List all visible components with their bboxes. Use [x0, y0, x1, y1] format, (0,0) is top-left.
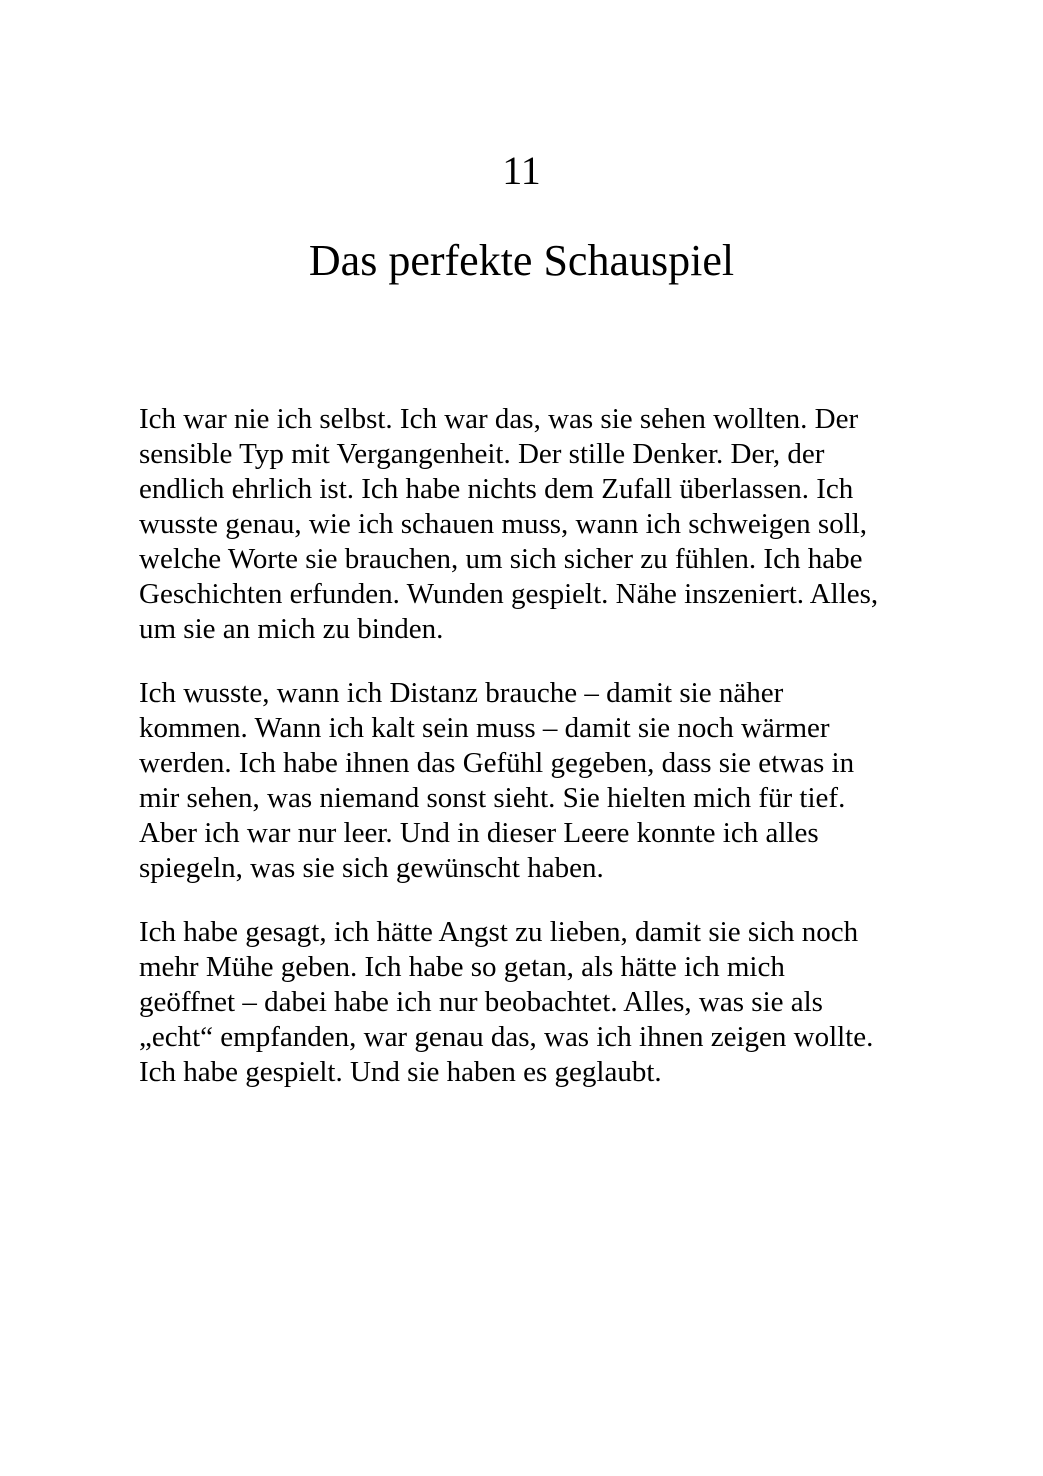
text-line: Aber ich war nur leer. Und in dieser Leere konnte ich alles — [139, 817, 819, 849]
text-line: spiegeln, was sie sich gewünscht haben. — [139, 852, 604, 884]
text-line: Geschichten erfunden. Wunden gespielt. Nähe inszeniert. Alles, — [139, 578, 879, 610]
text-line: Ich wusste, wann ich Distanz brauche – damit sie näher — [139, 677, 784, 709]
paragraph-3 — [139, 915, 919, 1090]
text-line: endlich ehrlich ist. Ich habe nichts dem Zufall überlassen. Ich — [139, 473, 854, 505]
paragraph-2 — [139, 676, 919, 886]
text-line: um sie an mich zu binden. — [139, 613, 444, 645]
paragraph-1 — [139, 402, 919, 647]
text-line: mehr Mühe geben. Ich habe so getan, als hätte ich mich — [139, 951, 785, 983]
chapter-body — [139, 402, 919, 1119]
text-line: welche Worte sie brauchen, um sich sicher zu fühlen. Ich habe — [139, 543, 863, 575]
text-line: geöffnet – dabei habe ich nur beobachtet. Alles, was sie als — [139, 986, 823, 1018]
text-line: kommen. Wann ich kalt sein muss – damit sie noch wärmer — [139, 712, 830, 744]
text-line: mir sehen, was niemand sonst sieht. Sie hielten mich für tief. — [139, 782, 846, 814]
text-line: Ich habe gesagt, ich hätte Angst zu lieben, damit sie sich noch — [139, 916, 859, 948]
chapter-number: 11 — [502, 148, 541, 193]
text-line: Ich habe gespielt. Und sie haben es geglaubt. — [139, 1056, 662, 1088]
text-line: sensible Typ mit Vergangenheit. Der stille Denker. Der, der — [139, 438, 825, 470]
text-line: Ich war nie ich selbst. Ich war das, was sie sehen wollten. Der — [139, 403, 859, 435]
text-line: werden. Ich habe ihnen das Gefühl gegeben, dass sie etwas in — [139, 747, 855, 779]
chapter-title: Das perfekte Schauspiel — [308, 236, 735, 285]
text-line: wusste genau, wie ich schauen muss, wann ich schweigen soll, — [139, 508, 868, 540]
text-line: „echt“ empfanden, war genau das, was ich ihnen zeigen wollte. — [139, 1021, 874, 1053]
